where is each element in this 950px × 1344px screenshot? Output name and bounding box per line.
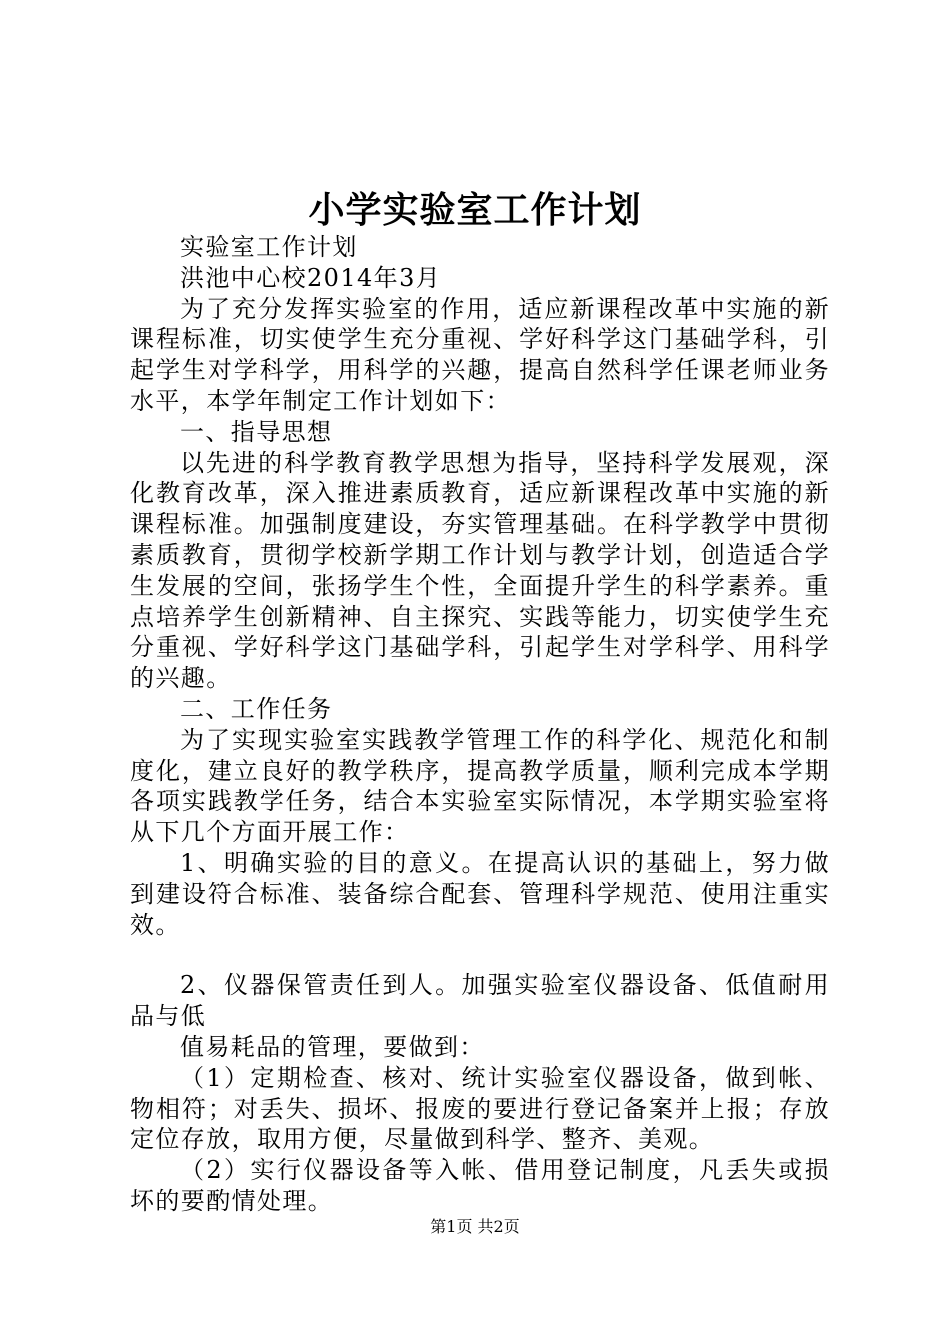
document-body	[130, 232, 830, 1217]
section-heading-work-tasks: 二、工作任务	[180, 694, 333, 723]
guiding-ideas-paragraph: 以先进的科学教育教学思想为指导，坚持科学发展观，深化教育改革，深入推进素质教育，适应新课程改革中实施的新课程标准。加强制度建设，夯实管理基础。在科学教学中贯彻素质教育，贯彻学校新学期工作计划与教学计划，创造适合学生发展的空间，张扬学生个性，全面提升学生的科学素养。重点培养学生创新精神、自主探究、实践等能力，切实使学生充分重视、学好科学这门基础学科，引起学生对学科学、用科学的兴趣。	[130, 448, 830, 693]
section-heading-guiding-ideas: 一、指导思想	[180, 417, 333, 446]
intro-paragraph: 为了充分发挥实验室的作用，适应新课程改革中实施的新课程标准，切实使学生充分重视、学好科学这门基础学科，引起学生对学科学，用科学的兴趣，提高自然科学任课老师业务水平，本学年制定工作计划如下：	[130, 294, 830, 415]
sub-item-1: （1）定期检查、核对、统计实验室仪器设备，做到帐、物相符；对丢失、损坏、报废的要进行登记备案并上报；存放定位存放，取用方便，尽量做到科学、整齐、美观。	[130, 1063, 830, 1154]
subtitle-paragraph: 实验室工作计划	[180, 233, 358, 261]
task-item-1: 1、明确实验的目的意义。在提高认识的基础上，努力做到建设符合标准、装备综合配套、管理科学规范、使用注重实效。	[130, 848, 830, 939]
page-footer: 第1页 共2页	[430, 1217, 520, 1236]
work-tasks-paragraph: 为了实现实验室实践教学管理工作的科学化、规范化和制度化，建立良好的教学秩序，提高教学质量，顺利完成本学期各项实践教学任务，结合本实验室实际情况，本学期实验室将从下几个方面开展工作：	[130, 725, 830, 847]
sub-item-2: （2）实行仪器设备等入帐、借用登记制度，凡丢失或损坏的要酌情处理。	[130, 1156, 830, 1215]
task-item-2: 2、仪器保管责任到人。加强实验室仪器设备、低值耐用品与低	[130, 971, 830, 1031]
task-item-2-continued: 值易耗品的管理，要做到：	[180, 1032, 485, 1061]
author-date-line: 洪池中心校2014年3月	[180, 263, 442, 292]
document-title: 小学实验室工作计划	[308, 189, 642, 231]
